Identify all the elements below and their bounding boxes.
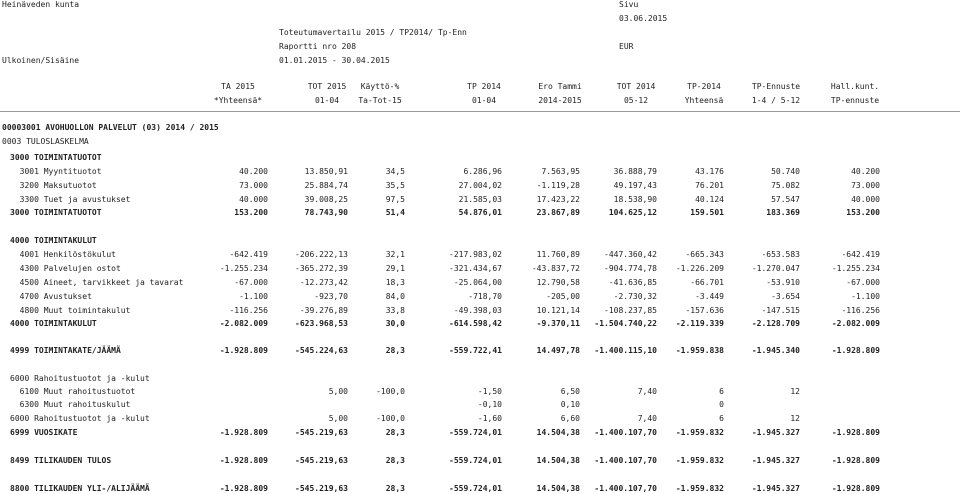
row-label: 3001 Myyntituotot xyxy=(10,167,102,176)
cell-value: 0 xyxy=(719,400,724,409)
cell-value: 34,5 xyxy=(385,167,405,176)
cell-value: -1.928.809 xyxy=(831,428,880,437)
cell-value: -545.219,63 xyxy=(295,456,348,465)
column-header-row2-5: 05-12 xyxy=(623,96,649,105)
cell-value: -1.270.047 xyxy=(751,264,800,273)
cell-value: -1.928.809 xyxy=(219,346,268,355)
cell-value: 153.200 xyxy=(234,208,268,217)
cell-value: -904.774,78 xyxy=(604,264,657,273)
cell-value: -116.256 xyxy=(841,306,880,315)
cell-value: 14.497,78 xyxy=(536,346,580,355)
cell-value: 18,3 xyxy=(385,278,405,287)
report-date: 03.06.2015 xyxy=(619,14,668,23)
column-header-row1-6: TP-2014 xyxy=(687,82,721,91)
report-number: Raportti nro 208 xyxy=(279,42,357,51)
cell-value: -217.983,02 xyxy=(449,250,502,259)
cell-value: 29,1 xyxy=(385,264,405,273)
row-label: 4999 TOIMINTAKATE/JÄÄMÄ xyxy=(10,346,121,355)
row-label: 3200 Maksutuotot xyxy=(10,181,97,190)
cell-value: -447.360,42 xyxy=(604,250,657,259)
cell-value: 17.423,22 xyxy=(536,195,580,204)
cell-value: 7,40 xyxy=(637,414,657,423)
cell-value: 104.625,12 xyxy=(608,208,657,217)
cell-value: -1.400.107,70 xyxy=(594,456,657,465)
cell-value: 11.760,89 xyxy=(536,250,580,259)
cell-value: 28,3 xyxy=(385,346,405,355)
column-header-row2-6: Yhteensä xyxy=(684,96,724,105)
cell-value: 5,00 xyxy=(328,414,348,423)
cell-value: -545.219,63 xyxy=(295,428,348,437)
column-header-row1-8: Hall.kunt. xyxy=(830,82,880,91)
cell-value: -1.504.740,22 xyxy=(594,319,657,328)
cell-value: -67.000 xyxy=(234,278,268,287)
cell-value: -157.636 xyxy=(685,306,724,315)
cell-value: 183.369 xyxy=(766,208,800,217)
cell-value: 12 xyxy=(790,414,800,423)
cell-value: -116.256 xyxy=(229,306,268,315)
column-header-row2-3: 01-04 xyxy=(471,96,497,105)
cell-value: -12.273,42 xyxy=(299,278,348,287)
cell-value: 28,3 xyxy=(385,456,405,465)
cell-value: -108.237,85 xyxy=(604,306,657,315)
cell-value: 40.000 xyxy=(851,195,880,204)
cell-value: -1.928.809 xyxy=(219,456,268,465)
section-title: 00003001 AVOHUOLLON PALVELUT (03) 2014 / 2015 xyxy=(2,123,219,132)
header-divider xyxy=(0,111,960,112)
column-header-row2-4: 2014-2015 xyxy=(538,96,582,105)
cell-value: -43.837,72 xyxy=(531,264,580,273)
cell-value: -665.343 xyxy=(685,250,724,259)
cell-value: -1.959.832 xyxy=(675,456,724,465)
cell-value: -1.945.340 xyxy=(751,346,800,355)
row-label: 4500 Aineet, tarvikkeet ja tavarat xyxy=(10,278,184,287)
cell-value: -923,70 xyxy=(314,292,348,301)
column-header-row2-8: TP-ennuste xyxy=(830,96,880,105)
cell-value: -623.968,53 xyxy=(295,319,348,328)
cell-value: 40.000 xyxy=(239,195,268,204)
cell-value: -1.226.209 xyxy=(675,264,724,273)
cell-value: 33,8 xyxy=(385,306,405,315)
row-label: 4001 Henkilöstökulut xyxy=(10,250,116,259)
cell-value: -0,10 xyxy=(477,400,502,409)
cell-value: -559.724,01 xyxy=(449,428,502,437)
cell-value: 0,10 xyxy=(560,400,580,409)
cell-value: 12 xyxy=(790,387,800,396)
cell-value: -1.119,28 xyxy=(536,181,580,190)
cell-value: -1.928.809 xyxy=(831,346,880,355)
report-title: Toteutumavertailu 2015 / TP2014/ Tp-Enn xyxy=(279,28,467,37)
row-label: 3300 Tuet ja avustukset xyxy=(10,195,131,204)
cell-value: 6,50 xyxy=(560,387,580,396)
cell-value: -100,0 xyxy=(376,414,405,423)
row-label: 4000 TOIMINTAKULUT xyxy=(10,319,97,328)
cell-value: 51,4 xyxy=(385,208,405,217)
cell-value: 39.008,25 xyxy=(304,195,348,204)
cell-value: -642.419 xyxy=(841,250,880,259)
cell-value: -100,0 xyxy=(376,387,405,396)
cell-value: -3.449 xyxy=(695,292,724,301)
row-label: 6300 Muut rahoituskulut xyxy=(10,400,131,409)
cell-value: -1,60 xyxy=(477,414,502,423)
cell-value: 7.563,95 xyxy=(541,167,580,176)
cell-value: -1.400.107,70 xyxy=(594,428,657,437)
cell-value: -1.100 xyxy=(851,292,880,301)
cell-value: -1.945.327 xyxy=(751,484,800,493)
cell-value: 7,40 xyxy=(637,387,657,396)
currency-label: EUR xyxy=(619,42,634,51)
cell-value: -1.255.234 xyxy=(831,264,880,273)
cell-value: 23.867,89 xyxy=(536,208,580,217)
cell-value: 25.884,74 xyxy=(304,181,348,190)
report-period: 01.01.2015 - 30.04.2015 xyxy=(279,56,390,65)
row-label: 4300 Palvelujen ostot xyxy=(10,264,121,273)
cell-value: -2.082.009 xyxy=(831,319,880,328)
cell-value: 28,3 xyxy=(385,428,405,437)
cell-value: -2.128.709 xyxy=(751,319,800,328)
cell-value: -1.928.809 xyxy=(831,456,880,465)
column-header-row1-3: TP 2014 xyxy=(467,82,501,91)
row-label: 6100 Muut rahoitustuotot xyxy=(10,387,136,396)
cell-value: 43.176 xyxy=(695,167,724,176)
cell-value: 40.124 xyxy=(695,195,724,204)
cell-value: 32,1 xyxy=(385,250,405,259)
cell-value: -365.272,39 xyxy=(295,264,348,273)
cell-value: -1.928.809 xyxy=(831,484,880,493)
cell-value: 50.740 xyxy=(771,167,800,176)
section-subtitle: 0003 TULOSLASKELMA xyxy=(2,137,89,146)
cell-value: -53.910 xyxy=(766,278,800,287)
cell-value: 54.876,01 xyxy=(458,208,502,217)
row-label: 6000 Rahoitustuotot ja -kulut xyxy=(10,374,150,383)
cell-value: 35,5 xyxy=(385,181,405,190)
cell-value: 10.121,14 xyxy=(536,306,580,315)
cell-value: 84,0 xyxy=(385,292,405,301)
cell-value: -67.000 xyxy=(846,278,880,287)
row-label: 3000 TOIMINTATUOTOT xyxy=(10,208,102,217)
column-header-row1-5: TOT 2014 xyxy=(616,82,656,91)
row-label: 4700 Avustukset xyxy=(10,292,92,301)
cell-value: -1.928.809 xyxy=(219,428,268,437)
cell-value: -1.100 xyxy=(239,292,268,301)
cell-value: 14.504,38 xyxy=(536,456,580,465)
cell-value: -2.082.009 xyxy=(219,319,268,328)
cell-value: -1.928.809 xyxy=(219,484,268,493)
cell-value: -41.636,85 xyxy=(608,278,657,287)
cell-value: 13.850,91 xyxy=(304,167,348,176)
cell-value: 40.200 xyxy=(851,167,880,176)
cell-value: 21.585,03 xyxy=(458,195,502,204)
column-header-row2-2: Ta-Tot-15 xyxy=(358,96,402,105)
column-header-row2-7: 1-4 / 5-12 xyxy=(751,96,801,105)
cell-value: -205,00 xyxy=(546,292,580,301)
page-label: Sivu xyxy=(619,0,639,9)
cell-value: 28,3 xyxy=(385,484,405,493)
column-header-row1-4: Ero Tammi xyxy=(538,82,582,91)
cell-value: -49.398,03 xyxy=(453,306,502,315)
cell-value: 6,60 xyxy=(560,414,580,423)
cell-value: -25.064,00 xyxy=(453,278,502,287)
cell-value: 12.790,58 xyxy=(536,278,580,287)
cell-value: 5,00 xyxy=(328,387,348,396)
column-header-row1-7: TP-Ennuste xyxy=(751,82,801,91)
cell-value: 78.743,90 xyxy=(304,208,348,217)
cell-value: -653.583 xyxy=(761,250,800,259)
unit-label: Ulkoinen/Sisäine xyxy=(2,56,80,65)
column-header-row2-0: *Yhteensä* xyxy=(213,96,263,105)
cell-value: 57.547 xyxy=(771,195,800,204)
column-header-row2-1: 01-04 xyxy=(314,96,340,105)
row-label: 6000 Rahoitustuotot ja -kulut xyxy=(10,414,150,423)
cell-value: -3.654 xyxy=(771,292,800,301)
cell-value: 27.004,02 xyxy=(458,181,502,190)
cell-value: -545.224,63 xyxy=(295,346,348,355)
row-label: 8800 TILIKAUDEN YLI-/ALIJÄÄMÄ xyxy=(10,484,150,493)
cell-value: -718,70 xyxy=(468,292,502,301)
cell-value: -1.945.327 xyxy=(751,428,800,437)
cell-value: -1.959.832 xyxy=(675,484,724,493)
cell-value: -147.515 xyxy=(761,306,800,315)
cell-value: 6.286,96 xyxy=(463,167,502,176)
cell-value: -545.219,63 xyxy=(295,484,348,493)
cell-value: -321.434,67 xyxy=(449,264,502,273)
cell-value: -642.419 xyxy=(229,250,268,259)
cell-value: 97,5 xyxy=(385,195,405,204)
row-label: 6999 VUOSIKATE xyxy=(10,428,78,437)
cell-value: 6 xyxy=(719,414,724,423)
cell-value: -1,50 xyxy=(477,387,502,396)
cell-value: -39.276,89 xyxy=(299,306,348,315)
cell-value: -66.701 xyxy=(690,278,724,287)
column-header-row1-1: TOT 2015 xyxy=(307,82,347,91)
cell-value: 14.504,38 xyxy=(536,428,580,437)
cell-value: -2.119.339 xyxy=(675,319,724,328)
cell-value: -559.724,01 xyxy=(449,456,502,465)
cell-value: 73.000 xyxy=(239,181,268,190)
row-label: 4000 TOIMINTAKULUT xyxy=(10,236,97,245)
cell-value: -206.222,13 xyxy=(295,250,348,259)
cell-value: 159.501 xyxy=(690,208,724,217)
cell-value: 73.000 xyxy=(851,181,880,190)
cell-value: -614.598,42 xyxy=(449,319,502,328)
cell-value: -1.400.107,70 xyxy=(594,484,657,493)
cell-value: 30,0 xyxy=(385,319,405,328)
cell-value: 6 xyxy=(719,387,724,396)
cell-value: -1.945.327 xyxy=(751,456,800,465)
cell-value: 49.197,43 xyxy=(613,181,657,190)
cell-value: 75.082 xyxy=(771,181,800,190)
cell-value: 40.200 xyxy=(239,167,268,176)
cell-value: 14.504,38 xyxy=(536,484,580,493)
cell-value: -559.722,41 xyxy=(449,346,502,355)
cell-value: 36.888,79 xyxy=(613,167,657,176)
row-label: 8499 TILIKAUDEN TULOS xyxy=(10,456,112,465)
cell-value: -2.730,32 xyxy=(613,292,657,301)
cell-value: 153.200 xyxy=(846,208,880,217)
cell-value: 18.538,90 xyxy=(613,195,657,204)
row-label: 3000 TOIMINTATUOTOT xyxy=(10,153,102,162)
cell-value: -1.255.234 xyxy=(219,264,268,273)
row-label: 4800 Muut toimintakulut xyxy=(10,306,131,315)
cell-value: -1.400.115,10 xyxy=(594,346,657,355)
cell-value: -559.724,01 xyxy=(449,484,502,493)
column-header-row1-0: TA 2015 xyxy=(221,82,255,91)
cell-value: 76.201 xyxy=(695,181,724,190)
column-header-row1-2: Käyttö-% xyxy=(360,82,400,91)
cell-value: -9.370,11 xyxy=(536,319,580,328)
cell-value: -1.959.832 xyxy=(675,428,724,437)
organization-name: Heinäveden kunta xyxy=(2,0,80,9)
cell-value: -1.959.838 xyxy=(675,346,724,355)
